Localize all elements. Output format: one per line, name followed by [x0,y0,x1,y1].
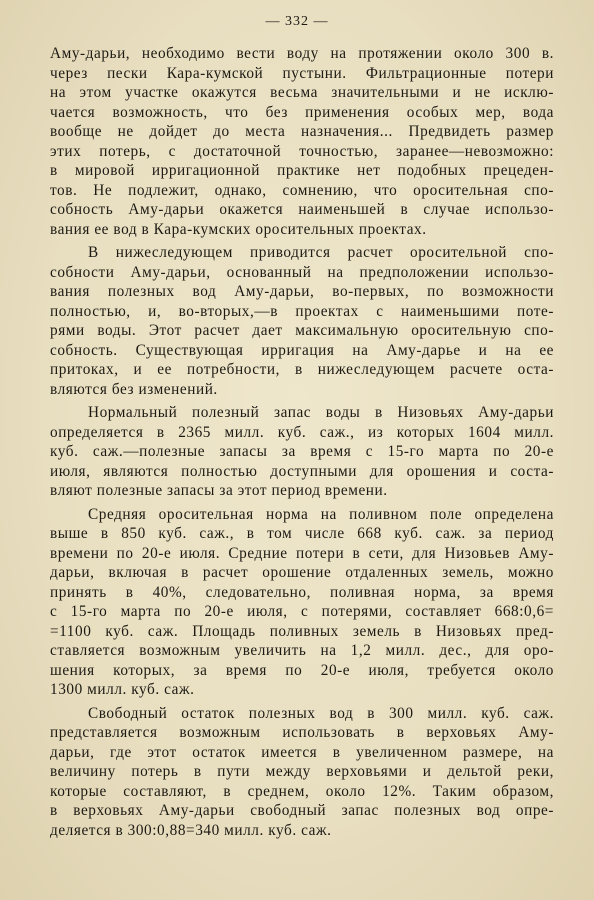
text-line: в мировой ирригационной практике нет подобных прецеден- [50,162,554,179]
text-line: Свободный остаток полезных вод в 300 милл. куб. саж. [88,704,554,722]
paragraph-4 [50,505,554,700]
text-line: =1100 куб. саж. Площадь поливных земель в Низовьях пред- [50,622,554,640]
text-line: в верховьях Аму-дарьи свободный запас полезных вод опре- [50,802,554,819]
text-line: вания ее вод в Кара-кумских оросительных проектах. [50,220,427,238]
text-line: на этом участке окажутся весьма значительными и не исклю- [50,84,554,101]
paragraph-1 [50,44,554,239]
text-line: через пески Кара-кумской пустыни. Фильтрационные потери [50,64,554,82]
text-line: Аму-дарьи, необходимо вести воду на протяжении около 300 в. [50,45,554,62]
text-line: рями воды. Этот расчет дает максимальную оросительную спо- [50,322,554,339]
text-line: собность Аму-дарьи окажется наименьшей в случае использо- [50,201,554,218]
text-line: собности Аму-дарьи, основанный на предположении использо- [50,263,554,281]
text-line: шения которых, за время по 20-е июля, требуется около [50,661,554,679]
text-line: вания полезных вод Аму-дарьи, во-первых, по возможности [50,283,554,300]
paragraph-5 [50,704,554,841]
text-line: чается возможность, что без применения особых мер, вода [50,103,554,121]
text-line: июля, являются полностью доступными для орошения и соста- [50,462,554,480]
text-line: представляется возможным использовать в верховьях Аму- [50,724,554,741]
text-line: определяется в 2365 милл. куб. саж., из которых 1604 милл. [50,423,554,441]
paragraph-2 [50,243,554,399]
text-line: тов. Не подлежит, однако, сомнению, что оросительная спо- [50,181,554,199]
text-line: Нормальный полезный запас воды в Низовьях Аму-дарьи [88,404,554,421]
text-line: притоках, и ее потребности, в нижеследующем расчете оста- [50,361,554,378]
text-line: деляется в 300:0,88=340 милл. куб. саж. [50,821,332,839]
text-line: выше в 850 куб. саж., в том числе 668 куб. саж. за период [50,525,554,542]
text-line: вляются без изменений. [50,380,218,398]
text-line: вляют полезные запасы за этот период времени. [50,482,388,499]
text-line: 1300 милл. куб. саж. [50,681,195,698]
text-line: собность. Существующая ирригация на Аму-дарье и на ее [50,341,554,359]
text-line: ставляется возможным увеличить на 1,2 милл. дес., для оро- [50,642,554,659]
page-number: — 332 — [265,14,329,29]
body-text [50,44,554,840]
text-line: времени по 20-е июля. Средние потери в сети, для Низовьев Аму- [50,544,554,562]
text-line: полностью, и, во-вторых,—в проектах с наименьшими поте- [50,302,554,320]
text-line: куб. саж.—полезные запасы за время с 15-го марта по 20-е [50,443,554,460]
text-line: вообще не дойдет до места назначения... Предвидеть размер [50,123,554,140]
paragraph-3 [50,403,554,501]
text-line: дарьи, где этот остаток имеется в увеличенном размере, на [50,743,554,761]
text-line: В нижеследующем приводится расчет оросительной спо- [88,244,554,261]
text-line: принять в 40%, следовательно, поливная норма, за время [50,583,554,601]
text-line: этих потерь, с достаточной точностью, заранее—невозможно: [50,142,554,160]
text-line: Средняя оросительная норма на поливном поле определена [88,505,554,523]
text-line: величину потерь в пути между верховьями и дельтой реки, [50,763,554,780]
text-line: с 15-го марта по 20-е июля, с потерями, составляет 668:0,6= [50,603,554,620]
text-line: дарьи, включая в расчет орошение отдаленных земель, можно [50,564,554,581]
text-line: которые составляют, в среднем, около 12%. Таким образом, [50,782,554,800]
